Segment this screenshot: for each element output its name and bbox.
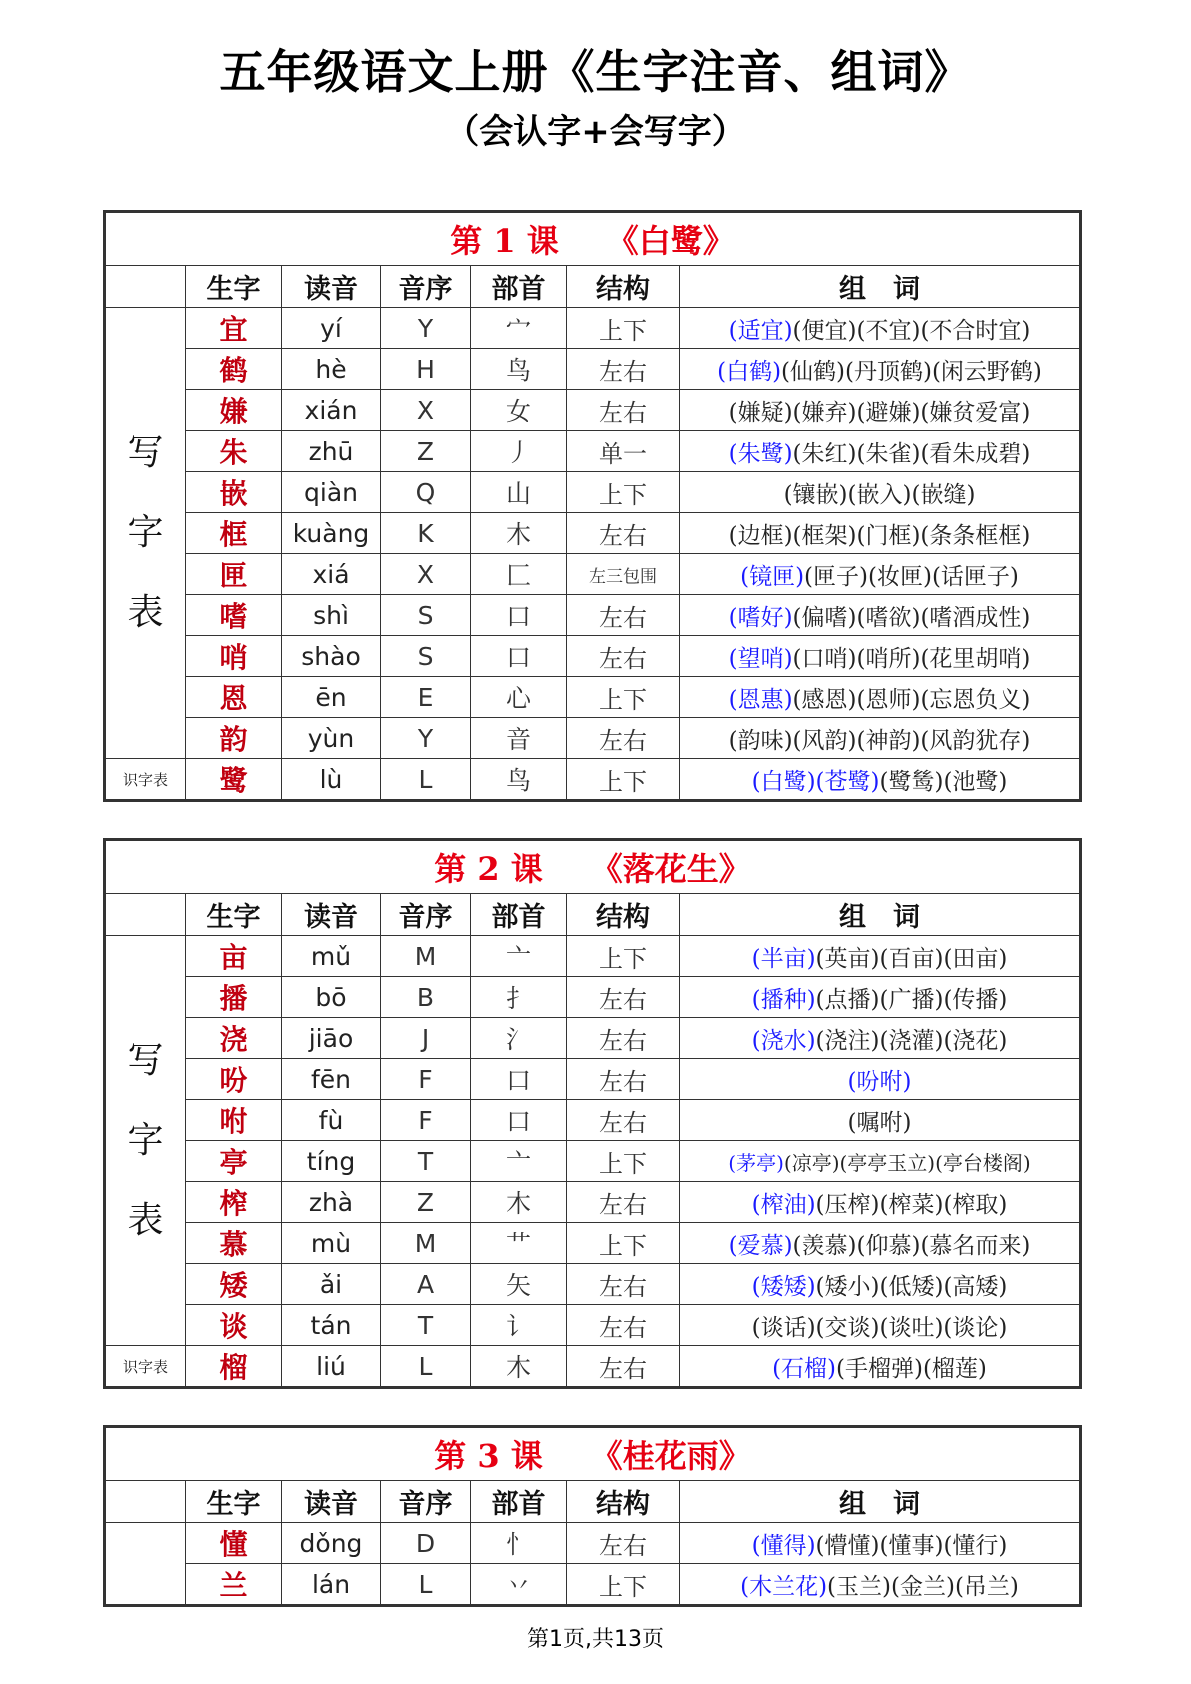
word-groups-cell xyxy=(680,349,1080,390)
new-char-cell: 嫌 xyxy=(186,390,282,431)
table-row xyxy=(106,1182,1080,1223)
header-words: 组 词 xyxy=(680,1481,1080,1523)
pinyin-cell: mǔ xyxy=(282,936,381,977)
table-row xyxy=(106,431,1080,472)
radical-cell: 艹 xyxy=(471,1223,567,1264)
other-words: (羡慕)(仰慕)(慕名而来) xyxy=(792,1232,1031,1259)
radical-cell: 口 xyxy=(471,1059,567,1100)
radical-cell: 忄 xyxy=(471,1523,567,1564)
lesson-name: 《白鹭》 xyxy=(606,222,735,260)
radical-cell: 氵 xyxy=(471,1018,567,1059)
highlight-words: (镜匣) xyxy=(740,563,805,590)
pinyin-cell: ēn xyxy=(282,677,381,718)
word-groups-cell xyxy=(680,1305,1080,1346)
pinyin-cell: kuàng xyxy=(282,513,381,554)
lesson-table-3 xyxy=(103,1425,1082,1607)
sound-order-cell: S xyxy=(381,636,471,677)
sound-order-cell: T xyxy=(381,1141,471,1182)
other-words: (偏嗜)(嗜欲)(嗜酒成性) xyxy=(792,604,1031,631)
pinyin-cell: yùn xyxy=(282,718,381,759)
table-row xyxy=(106,1059,1080,1100)
structure-cell: 上下 xyxy=(567,308,680,349)
highlight-words: (恩惠) xyxy=(728,686,793,713)
header-char: 生字 xyxy=(186,894,282,936)
new-char-cell: 谈 xyxy=(186,1305,282,1346)
structure-cell: 左右 xyxy=(567,718,680,759)
other-words: (仙鹤)(丹顶鹤)(闲云野鹤) xyxy=(781,358,1042,385)
structure-cell: 上下 xyxy=(567,1141,680,1182)
highlight-words: (吩咐) xyxy=(847,1068,912,1095)
new-char-cell: 宜 xyxy=(186,308,282,349)
other-words: (凉亭)(亭亭玉立)(亭台楼阁) xyxy=(783,1150,1031,1175)
sound-order-cell: J xyxy=(381,1018,471,1059)
table-row xyxy=(106,595,1080,636)
side-label-char: 写 xyxy=(127,1039,164,1081)
highlight-words: (木兰花) xyxy=(740,1573,828,1600)
table-row xyxy=(106,1305,1080,1346)
word-groups-cell xyxy=(680,1523,1080,1564)
document-title: 五年级语文上册《生字注音、组词》 xyxy=(219,45,972,99)
new-char-cell: 朱 xyxy=(186,431,282,472)
other-words: (懵懂)(懂事)(懂行) xyxy=(815,1532,1008,1559)
column-header-row xyxy=(106,266,1080,308)
structure-cell: 上下 xyxy=(567,759,680,800)
pinyin-cell: yí xyxy=(282,308,381,349)
word-groups-cell xyxy=(680,1564,1080,1605)
new-char-cell: 亭 xyxy=(186,1141,282,1182)
header-order: 音序 xyxy=(381,894,471,936)
radical-cell: 音 xyxy=(471,718,567,759)
sound-order-cell: B xyxy=(381,977,471,1018)
sound-order-cell: T xyxy=(381,1305,471,1346)
radical-cell: 口 xyxy=(471,595,567,636)
pinyin-cell: zhū xyxy=(282,431,381,472)
pinyin-cell: tíng xyxy=(282,1141,381,1182)
radical-cell: 女 xyxy=(471,390,567,431)
header-words: 组 词 xyxy=(680,894,1080,936)
table-row xyxy=(106,977,1080,1018)
other-words: (鹭鸶)(池鹭) xyxy=(879,768,1008,795)
word-groups-cell xyxy=(680,1100,1080,1141)
word-groups-cell xyxy=(680,1182,1080,1223)
header-radical: 部首 xyxy=(471,1481,567,1523)
column-header-row xyxy=(106,894,1080,936)
sound-order-cell: L xyxy=(381,1346,471,1387)
new-char-cell: 恩 xyxy=(186,677,282,718)
structure-cell: 左右 xyxy=(567,390,680,431)
table-row xyxy=(106,1523,1080,1564)
lesson-number: 第 1 课 xyxy=(450,222,559,260)
sound-order-cell: F xyxy=(381,1100,471,1141)
other-words: (手榴弹)(榴莲) xyxy=(836,1355,987,1382)
structure-cell: 左右 xyxy=(567,513,680,554)
highlight-words: (适宜) xyxy=(728,317,793,344)
side-label-char: 表 xyxy=(127,1199,164,1241)
other-words: (嘱咐) xyxy=(847,1109,912,1136)
header-words: 组 词 xyxy=(680,266,1080,308)
header-order: 音序 xyxy=(381,266,471,308)
table-row xyxy=(106,308,1080,349)
header-blank xyxy=(106,266,186,308)
sound-order-cell: K xyxy=(381,513,471,554)
sound-order-cell: Q xyxy=(381,472,471,513)
sound-order-cell: Y xyxy=(381,718,471,759)
radical-cell: 匚 xyxy=(471,554,567,595)
new-char-cell: 榴 xyxy=(186,1346,282,1387)
other-words: (便宜)(不宜)(不合时宜) xyxy=(792,317,1031,344)
word-groups-cell xyxy=(680,1141,1080,1182)
sound-order-cell: Z xyxy=(381,1182,471,1223)
radical-cell: 丿 xyxy=(471,431,567,472)
sound-order-cell: S xyxy=(381,595,471,636)
sound-order-cell: A xyxy=(381,1264,471,1305)
pinyin-cell: xiá xyxy=(282,554,381,595)
highlight-words: (嗜好) xyxy=(728,604,793,631)
side-label-char: 表 xyxy=(127,592,164,633)
structure-cell: 左右 xyxy=(567,1346,680,1387)
other-words: (韵味)(风韵)(神韵)(风韵犹存) xyxy=(728,727,1031,754)
pinyin-cell: fēn xyxy=(282,1059,381,1100)
side-label-char: 写 xyxy=(127,432,164,473)
sound-order-cell: E xyxy=(381,677,471,718)
other-words: (压榨)(榨菜)(榨取) xyxy=(815,1191,1008,1218)
structure-cell: 左右 xyxy=(567,1182,680,1223)
header-radical: 部首 xyxy=(471,266,567,308)
side-label-char: 字 xyxy=(127,1119,164,1161)
word-groups-cell xyxy=(680,759,1080,800)
header-pinyin: 读音 xyxy=(282,1481,381,1523)
sound-order-cell: H xyxy=(381,349,471,390)
table-row xyxy=(106,1018,1080,1059)
sound-order-cell: M xyxy=(381,1223,471,1264)
radical-cell: 木 xyxy=(471,1182,567,1223)
page-footer: 第1页,共13页 xyxy=(527,1627,664,1652)
radical-cell: 鸟 xyxy=(471,349,567,390)
highlight-words: (望哨) xyxy=(728,645,793,672)
sound-order-cell: M xyxy=(381,936,471,977)
radical-cell: 矢 xyxy=(471,1264,567,1305)
sound-order-cell: L xyxy=(381,1564,471,1605)
pinyin-cell: shào xyxy=(282,636,381,677)
highlight-words: (半亩) xyxy=(751,945,816,972)
sound-order-cell: Y xyxy=(381,308,471,349)
new-char-cell: 亩 xyxy=(186,936,282,977)
structure-cell: 上下 xyxy=(567,1223,680,1264)
structure-cell: 左右 xyxy=(567,636,680,677)
structure-cell: 左右 xyxy=(567,1059,680,1100)
word-groups-cell xyxy=(680,390,1080,431)
table-row xyxy=(106,513,1080,554)
word-groups-cell xyxy=(680,636,1080,677)
other-words: (口哨)(哨所)(花里胡哨) xyxy=(792,645,1031,672)
new-char-cell: 慕 xyxy=(186,1223,282,1264)
pinyin-cell: liú xyxy=(282,1346,381,1387)
lesson-name: 《桂花雨》 xyxy=(590,1437,751,1475)
table-row xyxy=(106,1564,1080,1605)
new-char-cell: 浇 xyxy=(186,1018,282,1059)
header-blank xyxy=(106,894,186,936)
header-radical: 部首 xyxy=(471,894,567,936)
highlight-words: (石榴) xyxy=(772,1355,837,1382)
radical-cell: 口 xyxy=(471,1100,567,1141)
pinyin-cell: tán xyxy=(282,1305,381,1346)
lesson-title xyxy=(106,841,1080,894)
lesson-name: 《落花生》 xyxy=(590,850,751,888)
structure-cell: 左右 xyxy=(567,1523,680,1564)
new-char-cell: 咐 xyxy=(186,1100,282,1141)
structure-cell: 上下 xyxy=(567,1564,680,1605)
highlight-words: (播种) xyxy=(751,986,816,1013)
pinyin-cell: lán xyxy=(282,1564,381,1605)
sound-order-cell: Z xyxy=(381,431,471,472)
word-groups-cell xyxy=(680,718,1080,759)
other-words: (镶嵌)(嵌入)(嵌缝) xyxy=(783,481,976,508)
radical-cell: 亠 xyxy=(471,936,567,977)
sound-order-cell: F xyxy=(381,1059,471,1100)
word-groups-cell xyxy=(680,554,1080,595)
table-row xyxy=(106,1223,1080,1264)
table-row xyxy=(106,472,1080,513)
lesson-number: 第 3 课 xyxy=(434,1437,543,1475)
other-words: (英亩)(百亩)(田亩) xyxy=(815,945,1008,972)
word-groups-cell xyxy=(680,1264,1080,1305)
highlight-words: (白鹭)(苍鹭) xyxy=(751,768,880,795)
sound-order-cell: X xyxy=(381,554,471,595)
lesson-title xyxy=(106,213,1080,266)
radical-cell: 木 xyxy=(471,1346,567,1387)
column-header-row xyxy=(106,1481,1080,1523)
radical-cell: 丷 xyxy=(471,1564,567,1605)
radical-cell: 扌 xyxy=(471,977,567,1018)
other-words: (匣子)(妆匣)(话匣子) xyxy=(804,563,1019,590)
highlight-words: (浇水) xyxy=(751,1027,816,1054)
word-groups-cell xyxy=(680,677,1080,718)
new-char-cell: 懂 xyxy=(186,1523,282,1564)
header-structure: 结构 xyxy=(567,894,680,936)
pinyin-cell: shì xyxy=(282,595,381,636)
word-groups-cell xyxy=(680,1346,1080,1387)
pinyin-cell: jiāo xyxy=(282,1018,381,1059)
table-row xyxy=(106,1141,1080,1182)
pinyin-cell: fù xyxy=(282,1100,381,1141)
radical-cell: 心 xyxy=(471,677,567,718)
radical-cell: 口 xyxy=(471,636,567,677)
lesson-title xyxy=(106,1428,1080,1481)
table-row xyxy=(106,718,1080,759)
lesson-table-1 xyxy=(103,210,1082,802)
new-char-cell: 兰 xyxy=(186,1564,282,1605)
word-groups-cell xyxy=(680,472,1080,513)
lesson-table-2 xyxy=(103,838,1082,1389)
new-char-cell: 榨 xyxy=(186,1182,282,1223)
table-row xyxy=(106,390,1080,431)
highlight-words: (茅亭) xyxy=(728,1150,784,1175)
other-words: (嫌疑)(嫌弃)(避嫌)(嫌贫爱富) xyxy=(728,399,1031,426)
header-pinyin: 读音 xyxy=(282,894,381,936)
side-label-write-table xyxy=(106,936,186,1346)
word-groups-cell xyxy=(680,977,1080,1018)
side-label-recognize-table: 识字表 xyxy=(106,1346,186,1387)
header-pinyin: 读音 xyxy=(282,266,381,308)
pinyin-cell: lù xyxy=(282,759,381,800)
pinyin-cell: zhà xyxy=(282,1182,381,1223)
radical-cell: 讠 xyxy=(471,1305,567,1346)
word-groups-cell xyxy=(680,308,1080,349)
other-words: (玉兰)(金兰)(吊兰) xyxy=(827,1573,1019,1600)
radical-cell: 宀 xyxy=(471,308,567,349)
pinyin-cell: mù xyxy=(282,1223,381,1264)
structure-cell: 左右 xyxy=(567,977,680,1018)
table-row xyxy=(106,1264,1080,1305)
new-char-cell: 韵 xyxy=(186,718,282,759)
pinyin-cell: qiàn xyxy=(282,472,381,513)
header-structure: 结构 xyxy=(567,1481,680,1523)
other-words: (感恩)(恩师)(忘恩负义) xyxy=(792,686,1031,713)
other-words: (边框)(框架)(门框)(条条框框) xyxy=(728,522,1031,549)
structure-cell: 上下 xyxy=(567,936,680,977)
table-row xyxy=(106,554,1080,595)
other-words: (谈话)(交谈)(谈吐)(谈论) xyxy=(751,1314,1008,1341)
word-groups-cell xyxy=(680,1059,1080,1100)
highlight-words: (爱慕) xyxy=(728,1232,793,1259)
sound-order-cell: L xyxy=(381,759,471,800)
new-char-cell: 嗜 xyxy=(186,595,282,636)
structure-cell: 左右 xyxy=(567,349,680,390)
new-char-cell: 哨 xyxy=(186,636,282,677)
table-row xyxy=(106,677,1080,718)
structure-cell: 左右 xyxy=(567,1100,680,1141)
header-structure: 结构 xyxy=(567,266,680,308)
word-groups-cell xyxy=(680,936,1080,977)
highlight-words: (矮矮) xyxy=(751,1273,816,1300)
structure-cell: 左右 xyxy=(567,1264,680,1305)
structure-cell: 单一 xyxy=(567,431,680,472)
new-char-cell: 吩 xyxy=(186,1059,282,1100)
document-subtitle: （会认字+会写字） xyxy=(445,112,746,152)
sound-order-cell: D xyxy=(381,1523,471,1564)
structure-cell: 上下 xyxy=(567,472,680,513)
header-char: 生字 xyxy=(186,1481,282,1523)
header-order: 音序 xyxy=(381,1481,471,1523)
table-row xyxy=(106,936,1080,977)
header-char: 生字 xyxy=(186,266,282,308)
new-char-cell: 匣 xyxy=(186,554,282,595)
radical-cell: 山 xyxy=(471,472,567,513)
highlight-words: (懂得) xyxy=(751,1532,816,1559)
lesson-number: 第 2 课 xyxy=(434,850,543,888)
other-words: (矮小)(低矮)(高矮) xyxy=(815,1273,1008,1300)
structure-cell: 左三包围 xyxy=(567,554,680,595)
table-row xyxy=(106,636,1080,677)
new-char-cell: 矮 xyxy=(186,1264,282,1305)
header-blank xyxy=(106,1481,186,1523)
table-row xyxy=(106,759,1080,800)
pinyin-cell: bō xyxy=(282,977,381,1018)
new-char-cell: 播 xyxy=(186,977,282,1018)
new-char-cell: 嵌 xyxy=(186,472,282,513)
other-words: (朱红)(朱雀)(看朱成碧) xyxy=(792,440,1031,467)
radical-cell: 亠 xyxy=(471,1141,567,1182)
structure-cell: 上下 xyxy=(567,677,680,718)
new-char-cell: 鹤 xyxy=(186,349,282,390)
pinyin-cell: dǒng xyxy=(282,1523,381,1564)
highlight-words: (朱鹭) xyxy=(728,440,793,467)
word-groups-cell xyxy=(680,431,1080,472)
new-char-cell: 鹭 xyxy=(186,759,282,800)
table-row xyxy=(106,1346,1080,1387)
side-label-blank xyxy=(106,1523,186,1605)
pinyin-cell: xián xyxy=(282,390,381,431)
side-label-recognize-table: 识字表 xyxy=(106,759,186,800)
table-row xyxy=(106,349,1080,390)
pinyin-cell: hè xyxy=(282,349,381,390)
pinyin-cell: ǎi xyxy=(282,1264,381,1305)
structure-cell: 左右 xyxy=(567,595,680,636)
word-groups-cell xyxy=(680,595,1080,636)
word-groups-cell xyxy=(680,1223,1080,1264)
structure-cell: 左右 xyxy=(567,1305,680,1346)
new-char-cell: 框 xyxy=(186,513,282,554)
highlight-words: (榨油) xyxy=(751,1191,816,1218)
word-groups-cell xyxy=(680,513,1080,554)
other-words: (浇注)(浇灌)(浇花) xyxy=(815,1027,1008,1054)
radical-cell: 木 xyxy=(471,513,567,554)
sound-order-cell: X xyxy=(381,390,471,431)
table-row xyxy=(106,1100,1080,1141)
side-label-write-table xyxy=(106,308,186,759)
word-groups-cell xyxy=(680,1018,1080,1059)
other-words: (点播)(广播)(传播) xyxy=(815,986,1008,1013)
radical-cell: 鸟 xyxy=(471,759,567,800)
structure-cell: 左右 xyxy=(567,1018,680,1059)
highlight-words: (白鹤) xyxy=(717,358,782,385)
side-label-char: 字 xyxy=(127,512,164,553)
